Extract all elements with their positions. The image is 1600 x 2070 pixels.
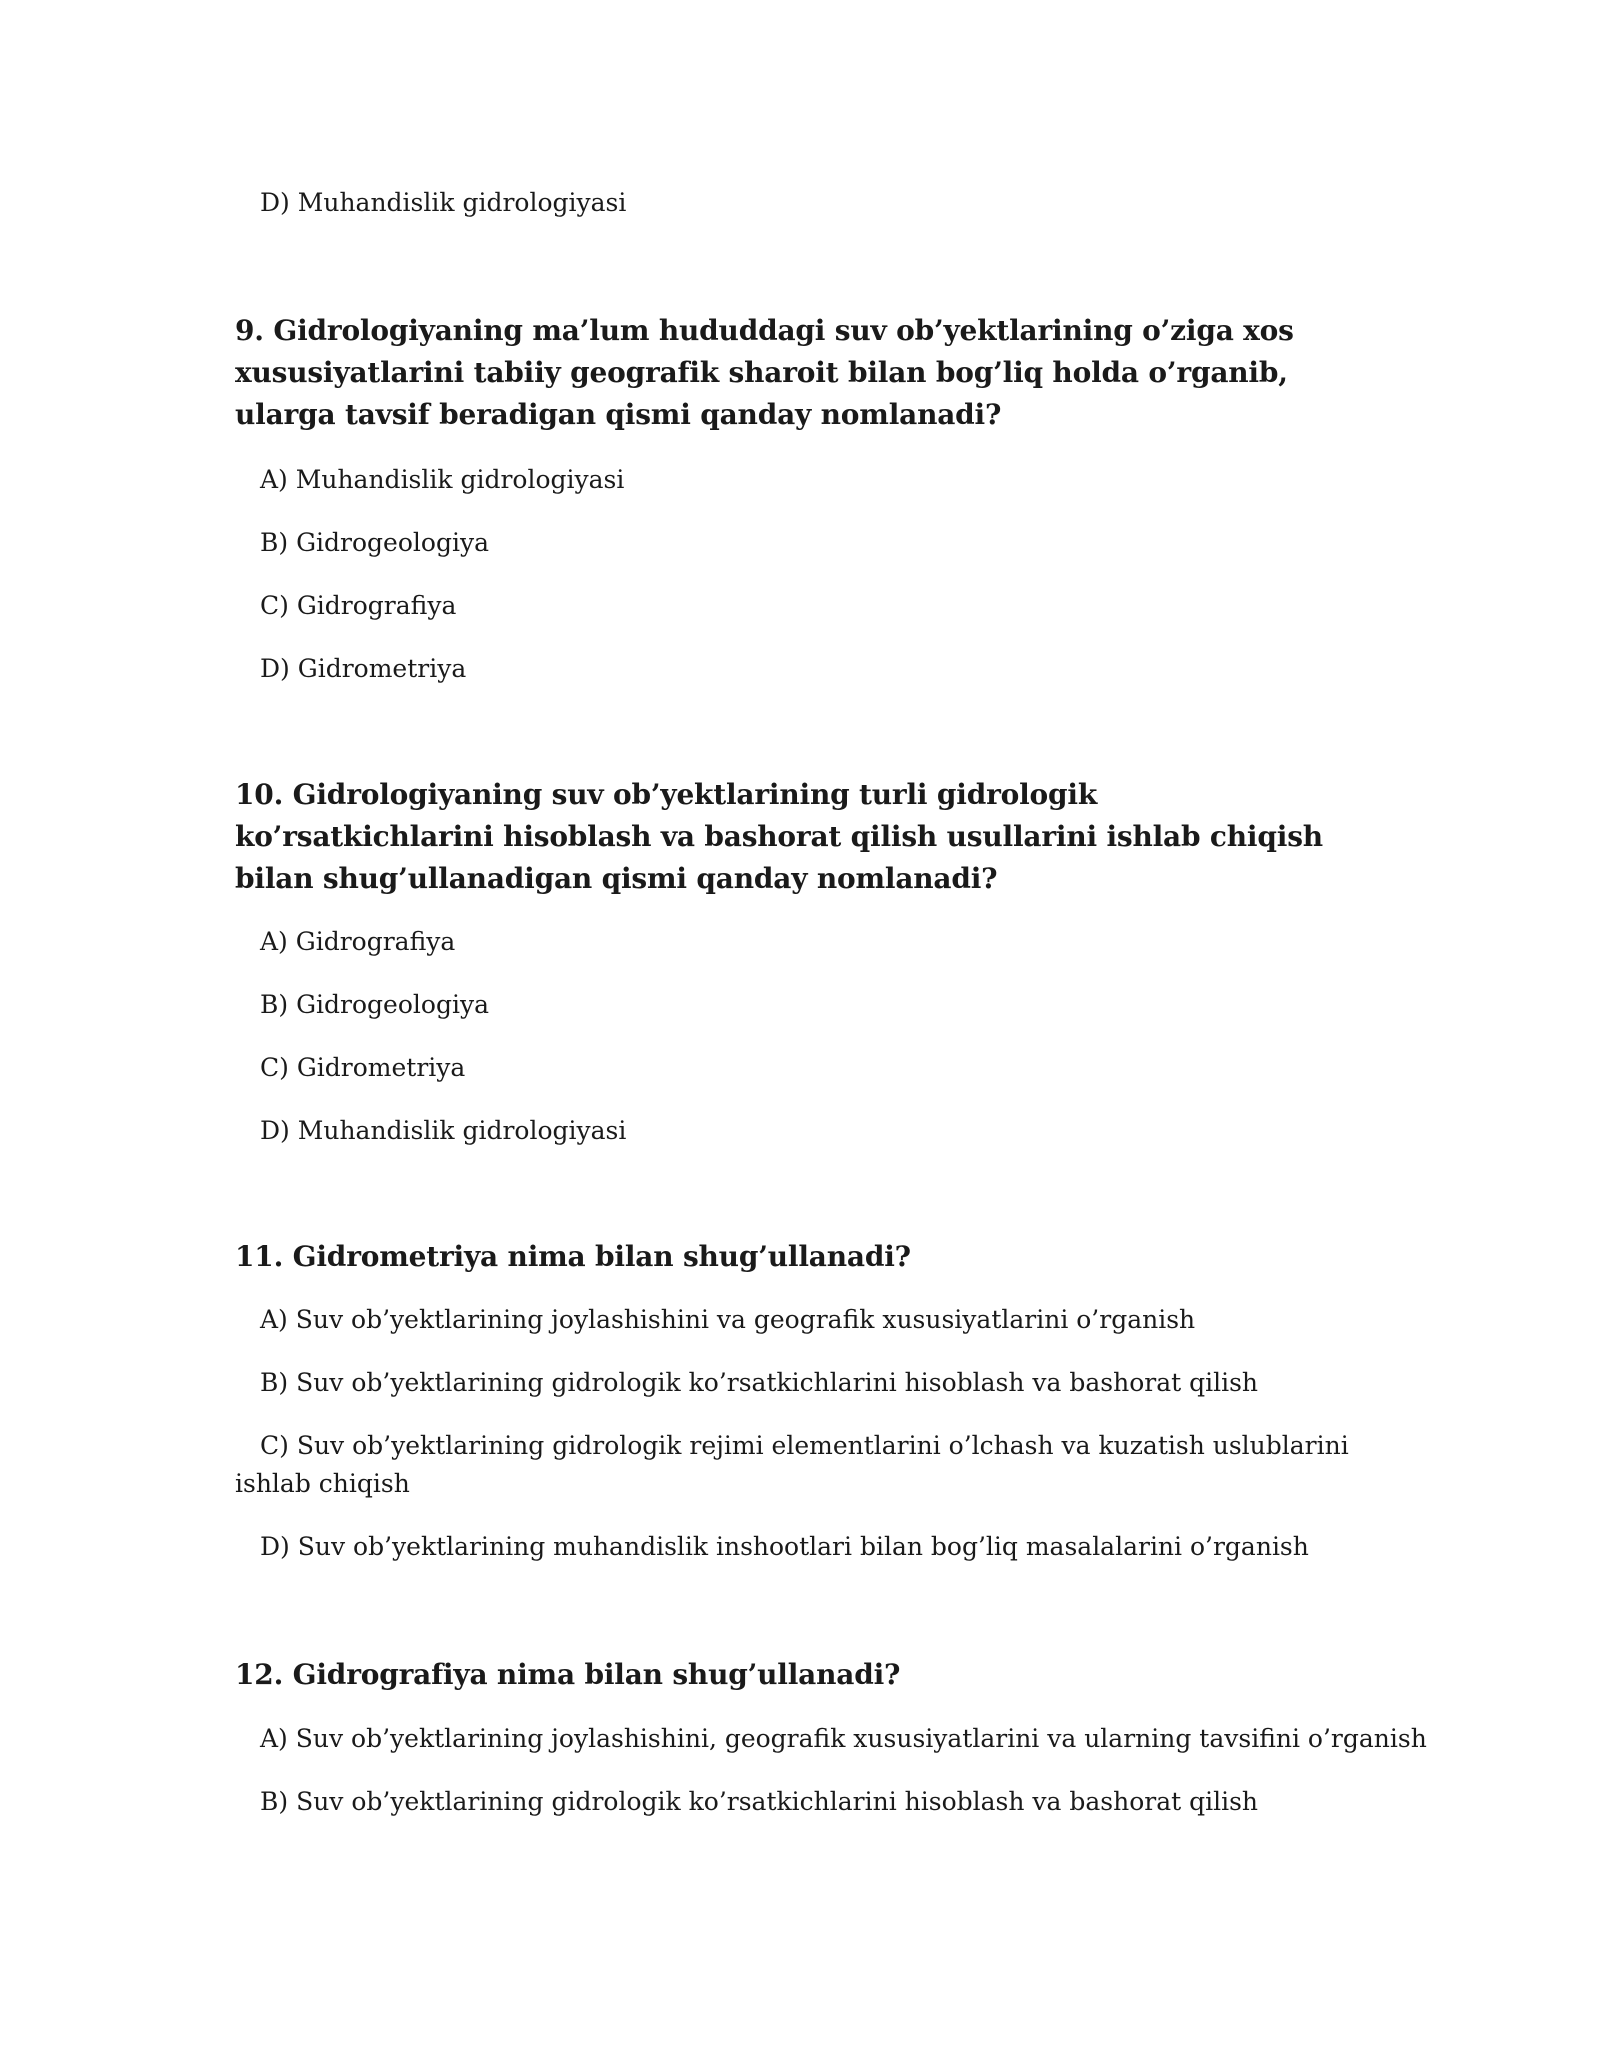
question-10-option-d: D) Muhandislik gidrologiyasi bbox=[260, 1116, 627, 1145]
question-11-option-a: A) Suv ob’yektlarining joylashishini va geografik xususiyatlarini o’rganish bbox=[260, 1305, 1196, 1334]
question-11-option-b: B) Suv ob’yektlarining gidrologik ko’rsatkichlarini hisoblash va bashorat qilish bbox=[260, 1368, 1259, 1397]
question-10-option-c: C) Gidrometriya bbox=[260, 1053, 466, 1082]
question-9-option-a: A) Muhandislik gidrologiyasi bbox=[260, 465, 625, 494]
question-12-option-b: B) Suv ob’yektlarining gidrologik ko’rsatkichlarini hisoblash va bashorat qilish bbox=[260, 1787, 1259, 1816]
question-11-text: 11. Gidrometriya nima bilan shug’ullanadi? bbox=[235, 1240, 911, 1273]
question-9-option-c: C) Gidrografiya bbox=[260, 591, 457, 620]
question-12-text: 12. Gidrografiya nima bilan shug’ullanadi? bbox=[235, 1658, 901, 1691]
question-9-text: 9. Gidrologiyaning ma’lum hududdagi suv ob’yektlarining o’ziga xos xususiyatlarini tabiiy geografik sharoit bilan bog’liq holda o’rganib, ularga tavsif beradigan qismi qanday nomlanadi? bbox=[235, 314, 1294, 431]
question-10-option-a: A) Gidrografiya bbox=[260, 927, 456, 956]
question-10-text: 10. Gidrologiyaning suv ob’yektlarining turli gidrologik ko’rsatkichlarini hisoblash va bashorat qilish usullarini ishlab chiqish bilan shug’ullanadigan qismi qanday nomlanadi? bbox=[235, 778, 1323, 895]
question-9-option-b: B) Gidrogeologiya bbox=[260, 528, 489, 557]
prev-question-option-d: D) Muhandislik gidrologiyasi bbox=[260, 188, 627, 217]
question-10-option-b: B) Gidrogeologiya bbox=[260, 990, 489, 1019]
question-9-option-d: D) Gidrometriya bbox=[260, 654, 467, 683]
question-11-option-c: C) Suv ob’yektlarining gidrologik rejimi elementlarini o’lchash va kuzatish uslublarini ishlab chiqish bbox=[235, 1431, 1349, 1498]
question-12-option-a: A) Suv ob’yektlarining joylashishini, geografik xususiyatlarini va ularning tavsifini o’rganish bbox=[260, 1724, 1427, 1753]
question-11-option-d: D) Suv ob’yektlarining muhandislik inshootlari bilan bog’liq masalalarini o’rganish bbox=[260, 1532, 1309, 1561]
